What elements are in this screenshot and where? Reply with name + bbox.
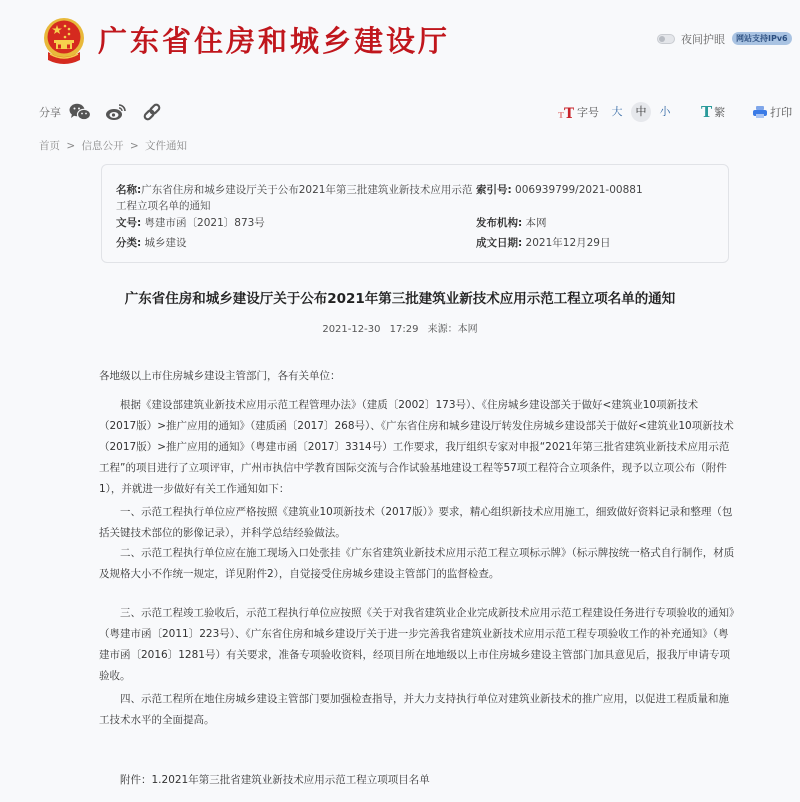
paragraph-text: 根据《建设部建筑业新技术应用示范工程管理办法》（建质〔2002〕173号）、《住房城乡建设部关于做好<建筑业10项新技术（2017版）>推广应用的通知》（建质函〔2017〕268号）、《广东省住房和城乡建设厅转发住房城乡建设部关于做好<建筑业10项新技术（2017版）>推广应用的通知》（粤建市函〔2017〕3314号）工作要求，我厅组织专家对申报“2021年第三批省建筑业新技术应用示范工程”的项目进行了立项评审，广州市执信中学教育国际交流与合作试验基地建设工程等57项工程符合立项条件，现予以立项公布（附件1），并就进一步做好有关工作通知如下：: [99, 399, 734, 495]
breadcrumb-file-notices[interactable]: 文件通知: [145, 140, 187, 152]
site-header: [0, 0, 800, 80]
meta-name-label: 名称:: [116, 184, 142, 196]
print-label: 打印: [770, 106, 793, 119]
traditional-chinese-button[interactable]: [701, 103, 725, 121]
font-size-label: 字号: [577, 106, 599, 119]
meta-name: [116, 182, 476, 214]
meta-index-value: 006939799/2021-00881: [515, 184, 643, 196]
breadcrumb-separator: >: [66, 140, 76, 152]
meta-doc-number: [116, 215, 265, 231]
meta-date-value: 2021年12月29日: [525, 237, 611, 249]
font-size-small[interactable]: 小: [659, 105, 671, 118]
printer-icon: [753, 106, 767, 119]
traditional-icon: T: [701, 103, 713, 121]
traditional-label: 繁: [714, 106, 726, 119]
svg-text:T: T: [564, 106, 574, 119]
site-title[interactable]: 广东省住房和城乡建设厅: [98, 24, 451, 58]
breadcrumb-separator: >: [129, 140, 139, 152]
paragraph-text: 三、示范工程竣工验收后，示范工程执行单位应按照《关于对我省建筑业企业完成新技术应用示范工程建设任务进行专项验收的通知》（粤建市函〔2011〕223号）、《广东省住房和城乡建设厅关于进一步完善我省建筑业新技术应用示范工程专项验收工作的补充通知》（粤建市函〔2016〕1281号）有关要求，准备专项验收资料，经项目所在地地级以上市住房城乡建设主管部门加具意见后，报我厅申请专项验收。: [99, 607, 735, 682]
meta-name-value: 广东省住房和城乡建设厅关于公布2021年第三批建筑业新技术应用示范工程立项名单的通知: [116, 184, 473, 212]
wechat-icon[interactable]: [69, 103, 91, 121]
meta-index-label: 索引号:: [476, 184, 512, 196]
font-size-icon: [558, 105, 574, 119]
reading-tools: [558, 102, 792, 122]
document-metadata-box: [101, 164, 729, 263]
night-mode-toggle[interactable]: [657, 31, 725, 47]
share-bar: [39, 103, 177, 121]
breadcrumb-info-disclosure[interactable]: 信息公开: [81, 140, 124, 152]
article-salutation: 各地级以上市住房城乡建设主管部门，各有关单位：: [99, 370, 341, 382]
ipv6-badge: 网站支持IPv6: [732, 32, 792, 45]
article-paragraph: [99, 543, 735, 585]
publish-time: 17:29: [389, 324, 419, 335]
night-mode-label: 夜间护眼: [681, 33, 725, 46]
meta-doc-number-label: 文号:: [116, 217, 142, 229]
meta-doc-number-value: 粤建市函〔2021〕873号: [144, 217, 265, 229]
meta-date: [476, 235, 611, 251]
article-paragraph: [99, 689, 735, 731]
breadcrumb-home[interactable]: 首页: [39, 140, 60, 152]
meta-index: [476, 182, 643, 198]
national-emblem-icon[interactable]: [40, 16, 88, 68]
meta-category-value: 城乡建设: [144, 237, 187, 249]
paragraph-text: 二、示范工程执行单位应在施工现场入口处张挂《广东省建筑业新技术应用示范工程立项标示牌》（标示牌按统一格式自行制作，材质及规格大小不作统一规定，详见附件2），自觉接受住房城乡建设主管部门的监督检查。: [99, 547, 735, 580]
meta-publisher-label: 发布机构:: [476, 217, 523, 229]
paragraph-text: 四、示范工程所在地住房城乡建设主管部门要加强检查指导，并大力支持执行单位对建筑业新技术的推广应用，以促进工程质量和施工技术水平的全面提高。: [99, 693, 729, 726]
meta-category: [116, 235, 187, 251]
breadcrumb: [39, 138, 190, 153]
article-paragraph: [99, 502, 735, 544]
article-paragraph: [99, 395, 735, 500]
article-paragraph: [99, 603, 735, 687]
print-button[interactable]: [753, 104, 792, 120]
publish-date: 2021-12-30: [322, 324, 381, 335]
font-size-medium[interactable]: 中: [631, 102, 651, 122]
share-label: 分享: [39, 106, 61, 119]
toggle-switch[interactable]: [657, 34, 675, 44]
link-icon[interactable]: [141, 103, 163, 121]
meta-date-label: 成文日期:: [476, 237, 523, 249]
meta-publisher-value: 本网: [525, 217, 547, 229]
font-size-control: [558, 104, 599, 120]
meta-publisher: [476, 215, 547, 231]
article-meta: [0, 320, 800, 335]
article-title: 广东省住房和城乡建设厅关于公布2021年第三批建筑业新技术应用示范工程立项名单的通知: [124, 291, 676, 307]
article-source: 来源：本网: [427, 324, 478, 335]
meta-category-label: 分类:: [116, 237, 142, 249]
attachment-list: [99, 770, 735, 791]
paragraph-text: 一、示范工程执行单位应严格按照《建筑业10项新技术（2017版）》要求，精心组织新技术应用施工，细致做好资料记录和整理（包括关键技术部位的影像记录），并科学总结经验做法。: [99, 506, 733, 539]
attachment-link[interactable]: 附件：1.2021年第三批省建筑业新技术应用示范工程立项项目名单: [120, 774, 430, 786]
weibo-icon[interactable]: [105, 103, 127, 121]
svg-text:T: T: [558, 110, 564, 119]
font-size-large[interactable]: 大: [611, 105, 623, 118]
